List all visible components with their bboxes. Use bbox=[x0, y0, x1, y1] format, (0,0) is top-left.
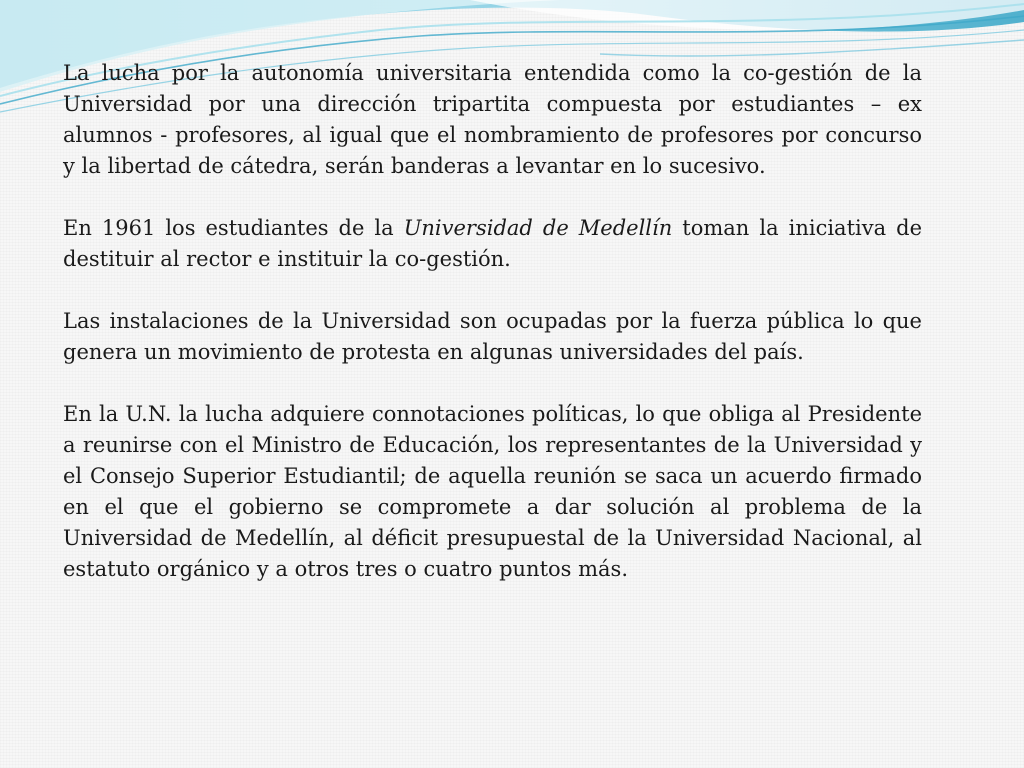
paragraph-un-struggle: En la U.N. la lucha adquiere connotaciones políticas, lo que obliga al Presidente a reunirse con el Ministro de Educación, los representantes de la Universidad y el Consejo Superior Estudiantil; de aquella reunión se saca un acuerdo firmado en el que el gobierno se compromete a dar solución al problema de la Universidad de Medellín, al déficit presupuestal de la Universidad Nacional, al estatuto orgánico y a otros tres o cuatro puntos más. bbox=[63, 402, 922, 581]
paragraph-1961-start: En 1961 los estudiantes de la bbox=[63, 216, 404, 240]
slide-body-text bbox=[63, 58, 922, 585]
paragraph-1961 bbox=[63, 213, 922, 275]
paragraph-occupation: Las instalaciones de la Universidad son ocupadas por la fuerza pública lo que genera un movimiento de protesta en algunas universidades del país. bbox=[63, 309, 922, 364]
wave-line-4 bbox=[600, 40, 1024, 56]
paragraph-autonomy: La lucha por la autonomía universitaria entendida como la co-gestión de la Universidad por una dirección tripartita compuesta por estudiantes – ex alumnos - profesores, al igual que el nombramiento de profesores por concurso y la libertad de cátedra, serán banderas a levantar en lo sucesivo. bbox=[63, 61, 922, 178]
paragraph-1961-end: toman la iniciativa de destituir al rector e instituir la co-gestión. bbox=[63, 216, 922, 271]
university-name-emphasis: Universidad de Medellín bbox=[403, 216, 673, 240]
